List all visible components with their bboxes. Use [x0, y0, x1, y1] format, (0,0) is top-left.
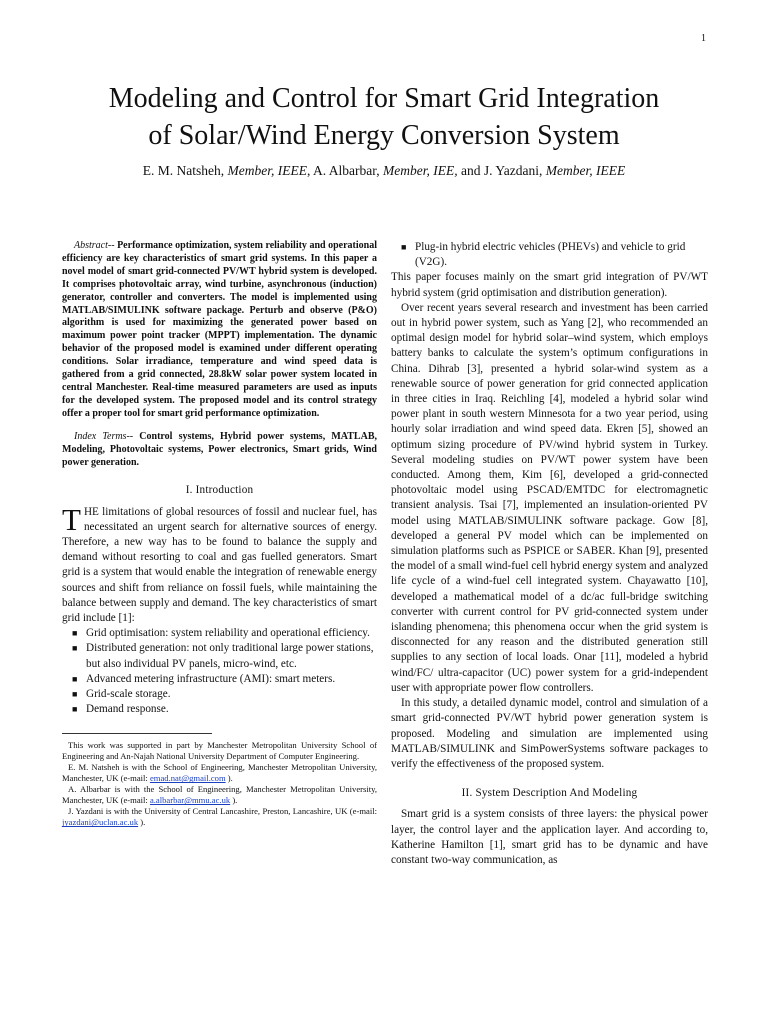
author-list: [40, 163, 728, 179]
characteristics-list-continued: [391, 240, 708, 270]
study-paragraph: In this study, a detailed dynamic model, control and simulation of a smart grid-connected PV/WT hybrid power generation system is proposed. Modeling and simulation are implemented using MATLAB/SIMULINK and SimPowerSystems software packages to verify the effectiveness of the proposed system.: [391, 697, 708, 770]
bullet-icon: ■: [401, 242, 407, 252]
right-column: [391, 240, 708, 868]
email-link-albarbar[interactable]: a.albarbar@mmu.ac.uk: [149, 795, 231, 806]
left-column: [62, 240, 377, 828]
footnote-author-1: E. M. Natsheh is with the School of Engineering, Manchester Metropolitan University, Manchester, UK (e-mail: emad.nat@gmail.com ).: [62, 762, 377, 784]
intro-paragraph: [62, 501, 377, 627]
bullet-icon: ■: [72, 689, 78, 700]
index-terms-text: Control systems, Hybrid power systems, MATLAB, Modeling, Photovoltaic systems, Power electronics, Smart grids, Wind power generation.: [62, 430, 377, 468]
abstract-text: Performance optimization, system reliability and operational efficiency are key characteristics of smart grid systems. In this paper a novel model of smart grid-connected PV/WT hybrid system is developed. It comprises photovoltaic array, wind turbine, asynchronous (induction) generator, controller and converters. The model is implemented using MATLAB/SIMULINK software package. Perturb and observe (P&O) algorithm is used for maximizing the generated power based on maximum power point tracker (MPPT) implementation. The dynamic behavior of the proposed model is examined under different operating conditions. Solar irradiance, temperature and wind speed data is gathered from a grid connected, 28.8kW solar power system located in central Manchester. Real-time measured parameters are used as inputs for the developed system. The proposed model and its control strategy offer a proper tool for smart grid performance optimization.: [62, 240, 377, 419]
author-2: , A. Albarbar,: [307, 163, 383, 178]
author-1: E. M. Natsheh,: [142, 163, 228, 178]
characteristics-list: [62, 626, 377, 717]
list-item: ■ Grid optimisation: system reliability and operational efficiency.: [72, 626, 377, 641]
list-item: ■ Grid-scale storage.: [72, 687, 377, 702]
author-3-role: Member, IEEE: [545, 163, 626, 178]
system-paragraph: Smart grid is a system consists of three layers: the physical power layer, the control layer and the application layer. And according to, Katherine Hamilton [1], smart grid has to be dynamic and have constant two-way communication, as: [391, 808, 708, 866]
footnote-author-2: A. Albarbar is with the School of Engineering, Manchester Metropolitan University, Manchester, UK (e-mail: a.albarbar@mmu.ac.uk ).: [62, 784, 377, 806]
abstract-label: Abstract: [74, 240, 108, 251]
drop-cap: T: [62, 501, 81, 537]
bullet-icon: ■: [72, 673, 78, 684]
footnote-divider: [62, 733, 212, 734]
list-item: ■ Demand response.: [72, 702, 377, 717]
footnote-author-3: J. Yazdani is with the University of Central Lancashire, Preston, Lancashire, UK (e-mail: jyazdani@uclan.ac.uk ).: [62, 806, 377, 828]
email-link-yazdani[interactable]: jyazdani@uclan.ac.uk: [62, 817, 139, 828]
literature-paragraph: Over recent years several research and investment has been carried out in hybrid power system, such as Yang [2], who recommended an optimal design model for hybrid solar–wind system, which employs battery banks to calculate the system’s optimum configurations in China. Dihrab [3], presented a hybrid solar-wind system as a renewable source of power generation for grid connected application in three cities in Iraq. Reichling [4], modeled a hybrid solar wind power plant in south western Minnesota for a two year period, using hourly solar irradiation and wind speed data. Ekren [5], showed an optimum sizing procedure of PV/wind hybrid system in Turkey. Several modeling studies on PV/WT power system have been conducted. Among them, Kim [6], developed a grid-connected photovoltaic model using PSCAD/EMTDC for electromagnetic transient analysis. Tsai [7], implemented an insulation-oriented PV model using MATLAB/SIMULINK software package. Gow [8], developed a general PV model which can be implemented on simulation platforms such as PSPICE or SABER. Khan [9], presented the model of a small wind-fuel cell hybrid energy system and analyzed life cycle of a wind-fuel cell integrated system. Chayawatto [10], developed a mathematical model of a dc/ac full-bridge switching converter with current control for PV grid-connected system under islanding phenomena; this phenomena occur when the grid system is disconnected for any reason and the distributed generation still supplies to any section of local loads. Onar [11], modeled a hybrid wind/FC/ ultra-capacitor (UC) power system for a grid-independent user with appropriate power flow controllers.: [391, 301, 708, 694]
focus-paragraph: This paper focuses mainly on the smart grid integration of PV/WT hybrid system (grid optimisation and distribution generation).: [391, 271, 708, 299]
list-item: ■ Advanced metering infrastructure (AMI): smart meters.: [72, 672, 377, 687]
footnote-funding: This work was supported in part by Manchester Metropolitan University School of Engineering and An-Najah National University Department of Computer Engineering.: [62, 740, 377, 762]
section-heading-system-description: II. System Description And Modeling: [461, 787, 638, 800]
abstract: [62, 240, 377, 421]
paper-title: [40, 80, 728, 154]
abstract-dash: --: [107, 240, 118, 251]
page-number: 1: [701, 33, 706, 44]
index-terms: [62, 431, 377, 470]
index-terms-label: Index Terms: [74, 430, 127, 442]
author-3: and J. Yazdani,: [457, 163, 546, 178]
title-line-1: Modeling and Control for Smart Grid Integration: [108, 83, 660, 114]
section-heading-introduction: I. Introduction: [185, 484, 254, 497]
intro-text: HE limitations of global resources of fossil and nuclear fuel, has necessitated an urgent search for alternative sources of energy. Therefore, a new way has to be found to balance the supply and demand without resorting to coal and gas fuelled generators. Smart grid is a system that would enable the integration of renewable energy sources and shift from reliance on fossil fuels, while maintaining the balance between supply and demand. The key characteristics of smart grid include [1]:: [62, 505, 377, 625]
bullet-icon: ■: [72, 628, 78, 639]
author-2-role: Member, IEE,: [382, 163, 458, 178]
bullet-icon: ■: [72, 704, 78, 715]
bullet-icon: ■: [72, 643, 78, 654]
list-item: ■ Distributed generation: not only traditional large power stations, but also individual PV panels, micro-wind, etc.: [72, 642, 374, 670]
title-line-2: of Solar/Wind Energy Conversion System: [148, 120, 620, 151]
list-item: ■ Plug-in hybrid electric vehicles (PHEVs) and vehicle to grid (V2G).: [401, 241, 686, 269]
author-1-role: Member, IEEE: [227, 163, 308, 178]
index-terms-dash: --: [126, 430, 140, 442]
email-link-natsheh[interactable]: emad.nat@gmail.com: [149, 773, 226, 784]
